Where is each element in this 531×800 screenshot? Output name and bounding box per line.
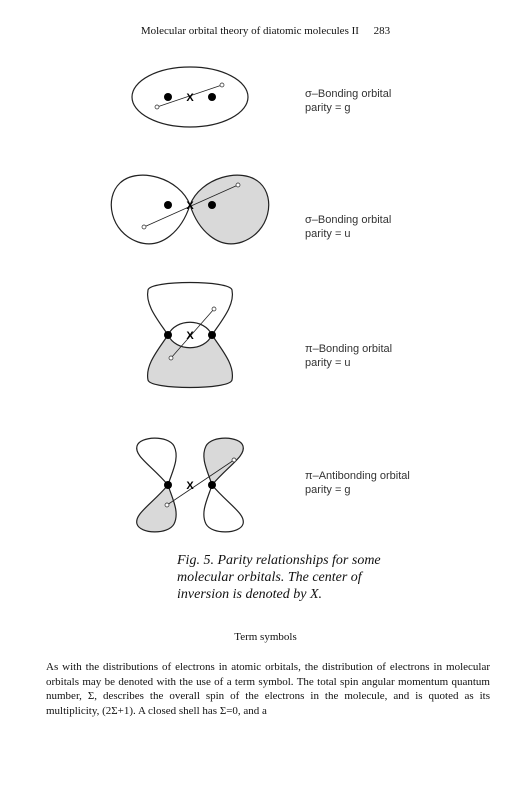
orbital-parity: parity = g bbox=[305, 484, 351, 496]
point-marker bbox=[169, 356, 173, 360]
orbital-lobe bbox=[148, 283, 233, 336]
orbital-lobe-shaded bbox=[204, 438, 243, 485]
orbital-lobe bbox=[111, 175, 190, 244]
point-marker bbox=[220, 83, 224, 87]
point-marker bbox=[236, 183, 240, 187]
center-marker: X bbox=[186, 92, 194, 104]
sigma-bonding-u-diagram bbox=[111, 175, 268, 244]
orbital-lobe-shaded bbox=[148, 335, 233, 388]
nucleus-dot bbox=[208, 331, 216, 339]
orbital-name: π–Antibonding orbital bbox=[305, 470, 410, 482]
nucleus-dot bbox=[208, 481, 216, 489]
point-marker bbox=[232, 458, 236, 462]
point-marker bbox=[165, 503, 169, 507]
orbital-name: π–Bonding orbital bbox=[305, 343, 393, 355]
orbital-lobe-shaded bbox=[190, 175, 269, 244]
orbital-parity: parity = u bbox=[305, 357, 351, 369]
body-paragraph: As with the distributions of electrons in atomic orbitals, the distribution of electrons in molecular orbitals may be denoted with the use of a term symbol. The total spin angular momentum quantum number, Σ, describes the overall spin of the electrons in the molecule, and is quoted as its multiplicity, (2Σ+1). A closed shell has Σ=0, and a bbox=[46, 661, 490, 717]
orbital-label-2 bbox=[305, 213, 391, 241]
page-number: 283 bbox=[373, 25, 391, 37]
point-marker bbox=[212, 307, 216, 311]
orbital-lobe bbox=[137, 438, 176, 485]
nucleus-dot bbox=[164, 481, 172, 489]
pi-bonding-u-diagram bbox=[148, 283, 233, 388]
nucleus-dot bbox=[164, 93, 172, 101]
nucleus-dot bbox=[208, 201, 216, 209]
point-marker bbox=[155, 105, 159, 109]
orbital-name: σ–Bonding orbital bbox=[305, 88, 392, 100]
section-heading: Term symbols bbox=[234, 631, 297, 643]
nucleus-dot bbox=[164, 201, 172, 209]
orbital-lobe bbox=[204, 485, 243, 532]
figure-caption: Fig. 5. Parity relationships for some molecular orbitals. The center of inversion is denoted by X. bbox=[177, 553, 381, 602]
point-marker bbox=[142, 225, 146, 229]
orbital-name: σ–Bonding orbital bbox=[305, 214, 392, 226]
sigma-bonding-g-diagram bbox=[132, 67, 248, 127]
orbital-lobe-shaded bbox=[137, 485, 176, 532]
orbital-label-1 bbox=[305, 87, 391, 115]
orbital-label-4 bbox=[305, 469, 410, 497]
center-marker: X bbox=[186, 200, 194, 212]
pi-antibonding-g-diagram bbox=[137, 438, 244, 532]
center-marker: X bbox=[186, 330, 194, 342]
orbital-parity: parity = u bbox=[305, 228, 351, 240]
nucleus-dot bbox=[164, 331, 172, 339]
orbital-label-3 bbox=[305, 342, 392, 370]
orbital-parity: parity = g bbox=[305, 102, 351, 114]
running-title: Molecular orbital theory of diatomic molecules II bbox=[140, 25, 359, 37]
center-marker: X bbox=[186, 480, 194, 492]
nucleus-dot bbox=[208, 93, 216, 101]
